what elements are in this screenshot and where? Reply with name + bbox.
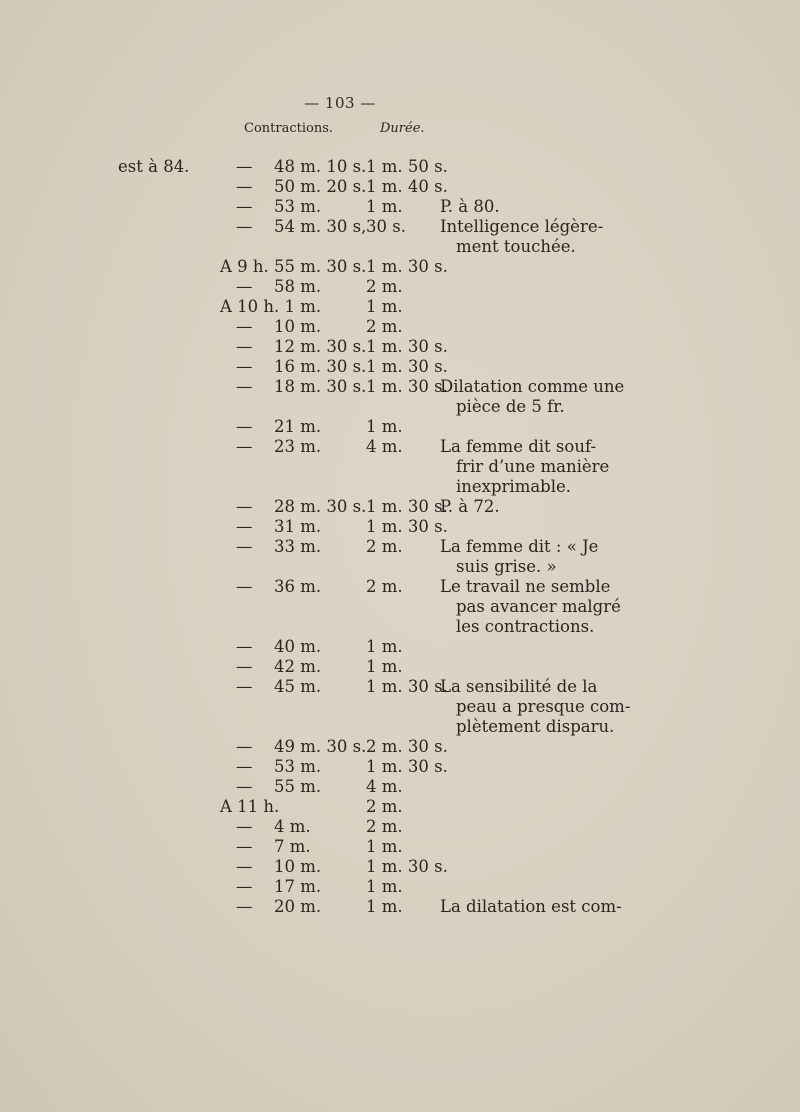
table-row xyxy=(0,497,800,517)
row-dash: — xyxy=(236,197,253,216)
table-row xyxy=(0,757,800,777)
row-remark: La sensibilité de la xyxy=(440,677,598,696)
row-dash: — xyxy=(236,177,253,196)
row-time: 42 m. xyxy=(274,657,322,676)
table-row xyxy=(0,277,800,297)
row-duration: 4 m. xyxy=(366,777,403,796)
row-dash: — xyxy=(236,437,253,456)
table-row xyxy=(0,177,800,197)
table-row xyxy=(0,897,800,917)
table-row xyxy=(0,617,800,637)
table-row xyxy=(0,657,800,677)
row-time: 58 m. xyxy=(274,277,322,296)
table-row xyxy=(0,317,800,337)
row-time: 23 m. xyxy=(274,437,322,456)
row-dash: — xyxy=(236,537,253,556)
table-row xyxy=(0,217,800,237)
row-dash: — xyxy=(236,737,253,756)
row-duration: 2 m. xyxy=(366,817,403,836)
row-time: 53 m. xyxy=(274,757,322,776)
row-duration: 1 m. 30 s. xyxy=(366,357,448,376)
table-row xyxy=(0,837,800,857)
row-time: 16 m. 30 s. xyxy=(274,357,367,376)
row-duration: 2 m. xyxy=(366,797,403,816)
row-duration: 1 m. xyxy=(366,657,403,676)
row-time: 45 m. xyxy=(274,677,322,696)
row-duration: 1 m. xyxy=(366,197,403,216)
row-remark: Intelligence légère- xyxy=(440,217,604,236)
row-duration: 1 m. xyxy=(366,297,403,316)
row-dash: — xyxy=(236,157,253,176)
row-remark-continued: suis grise. » xyxy=(456,557,557,576)
row-remark-continued: peau a presque com- xyxy=(456,697,631,716)
table-row xyxy=(0,437,800,457)
table-row xyxy=(0,297,800,317)
row-dash: — xyxy=(236,637,253,656)
row-time: 4 m. xyxy=(274,817,311,836)
row-duration: 2 m. xyxy=(366,577,403,596)
row-dash: — xyxy=(236,877,253,896)
row-remark: La femme dit souf- xyxy=(440,437,597,456)
row-dash: — xyxy=(236,337,253,356)
table-row xyxy=(0,457,800,477)
row-lead-text: est à 84. xyxy=(118,157,190,176)
row-remark: Le travail ne semble xyxy=(440,577,611,596)
table-row xyxy=(0,877,800,897)
table-row xyxy=(0,337,800,357)
column-header-duree: Durée. xyxy=(380,121,425,136)
row-duration: 2 m. 30 s. xyxy=(366,737,448,756)
table-row xyxy=(0,377,800,397)
row-time-label: A 9 h. 55 m. 30 s. xyxy=(220,257,367,276)
row-dash: — xyxy=(236,777,253,796)
row-duration: 30 s. xyxy=(366,217,406,236)
row-duration: 1 m. 30 s. xyxy=(366,377,448,396)
table-row xyxy=(0,257,800,277)
table-row xyxy=(0,357,800,377)
row-remark: Dilatation comme une xyxy=(440,377,625,396)
row-dash: — xyxy=(236,817,253,836)
row-time: 10 m. xyxy=(274,317,322,336)
row-remark-continued: les contractions. xyxy=(456,617,595,636)
row-remark: La femme dit : « Je xyxy=(440,537,599,556)
row-duration: 4 m. xyxy=(366,437,403,456)
row-time: 18 m. 30 s. xyxy=(274,377,367,396)
row-time: 21 m. xyxy=(274,417,322,436)
row-duration: 1 m. 30 s. xyxy=(366,337,448,356)
table-row xyxy=(0,637,800,657)
row-duration: 1 m. 30 s. xyxy=(366,257,448,276)
row-duration: 1 m. 30 s. xyxy=(366,757,448,776)
row-duration: 1 m. 30 s. xyxy=(366,497,448,516)
row-remark-continued: plètement disparu. xyxy=(456,717,615,736)
row-duration: 2 m. xyxy=(366,317,403,336)
row-dash: — xyxy=(236,657,253,676)
row-time: 28 m. 30 s. xyxy=(274,497,367,516)
row-dash: — xyxy=(236,217,253,236)
row-time: 54 m. 30 s, xyxy=(274,217,367,236)
table-row xyxy=(0,777,800,797)
table-row xyxy=(0,197,800,217)
row-time-label: A 11 h. xyxy=(220,797,280,816)
table-row xyxy=(0,477,800,497)
table-row xyxy=(0,797,800,817)
row-time: 33 m. xyxy=(274,537,322,556)
row-dash: — xyxy=(236,377,253,396)
table-row xyxy=(0,737,800,757)
row-remark-continued: frir d’une manière xyxy=(456,457,610,476)
row-remark: P. à 72. xyxy=(440,497,500,516)
row-time: 36 m. xyxy=(274,577,322,596)
column-header-contractions: Contractions. xyxy=(244,121,334,136)
row-duration: 1 m. xyxy=(366,837,403,856)
row-time: 50 m. 20 s. xyxy=(274,177,367,196)
page-number: — 103 — xyxy=(304,94,376,112)
row-remark-continued: pièce de 5 fr. xyxy=(456,397,565,416)
row-dash: — xyxy=(236,417,253,436)
row-remark-continued: ment touchée. xyxy=(456,237,576,256)
row-remark-continued: inexprimable. xyxy=(456,477,572,496)
row-time: 10 m. xyxy=(274,857,322,876)
table-row xyxy=(0,537,800,557)
table-row xyxy=(0,597,800,617)
row-time: 20 m. xyxy=(274,897,322,916)
row-time: 55 m. xyxy=(274,777,322,796)
row-time-label: A 10 h. 1 m. xyxy=(220,297,322,316)
row-dash: — xyxy=(236,897,253,916)
row-duration: 1 m. xyxy=(366,877,403,896)
row-dash: — xyxy=(236,317,253,336)
row-time: 49 m. 30 s. xyxy=(274,737,367,756)
row-dash: — xyxy=(236,277,253,296)
table-row xyxy=(0,857,800,877)
table-row xyxy=(0,697,800,717)
row-dash: — xyxy=(236,497,253,516)
table-row xyxy=(0,717,800,737)
table-row xyxy=(0,157,800,177)
table-row xyxy=(0,237,800,257)
row-time: 48 m. 10 s. xyxy=(274,157,367,176)
row-dash: — xyxy=(236,857,253,876)
row-time: 53 m. xyxy=(274,197,322,216)
row-time: 31 m. xyxy=(274,517,322,536)
row-remark: La dilatation est com- xyxy=(440,897,622,916)
row-time: 12 m. 30 s. xyxy=(274,337,367,356)
table-row xyxy=(0,557,800,577)
row-duration: 1 m. 30 s. xyxy=(366,517,448,536)
row-duration: 1 m. 40 s. xyxy=(366,177,448,196)
row-time: 40 m. xyxy=(274,637,322,656)
row-duration: 2 m. xyxy=(366,277,403,296)
row-dash: — xyxy=(236,677,253,696)
row-remark-continued: pas avancer malgré xyxy=(456,597,621,616)
row-duration: 1 m. xyxy=(366,897,403,916)
row-duration: 1 m. xyxy=(366,637,403,656)
row-duration: 1 m. xyxy=(366,417,403,436)
row-time: 7 m. xyxy=(274,837,311,856)
row-duration: 1 m. 30 s. xyxy=(366,677,448,696)
row-duration: 1 m. 50 s. xyxy=(366,157,448,176)
row-remark: P. à 80. xyxy=(440,197,500,216)
table-row xyxy=(0,517,800,537)
table-row xyxy=(0,417,800,437)
row-dash: — xyxy=(236,517,253,536)
table-row xyxy=(0,577,800,597)
table-row xyxy=(0,677,800,697)
row-duration: 1 m. 30 s. xyxy=(366,857,448,876)
row-dash: — xyxy=(236,757,253,776)
row-dash: — xyxy=(236,357,253,376)
table-row xyxy=(0,397,800,417)
row-time: 17 m. xyxy=(274,877,322,896)
row-duration: 2 m. xyxy=(366,537,403,556)
row-dash: — xyxy=(236,837,253,856)
row-dash: — xyxy=(236,577,253,596)
table-row xyxy=(0,817,800,837)
